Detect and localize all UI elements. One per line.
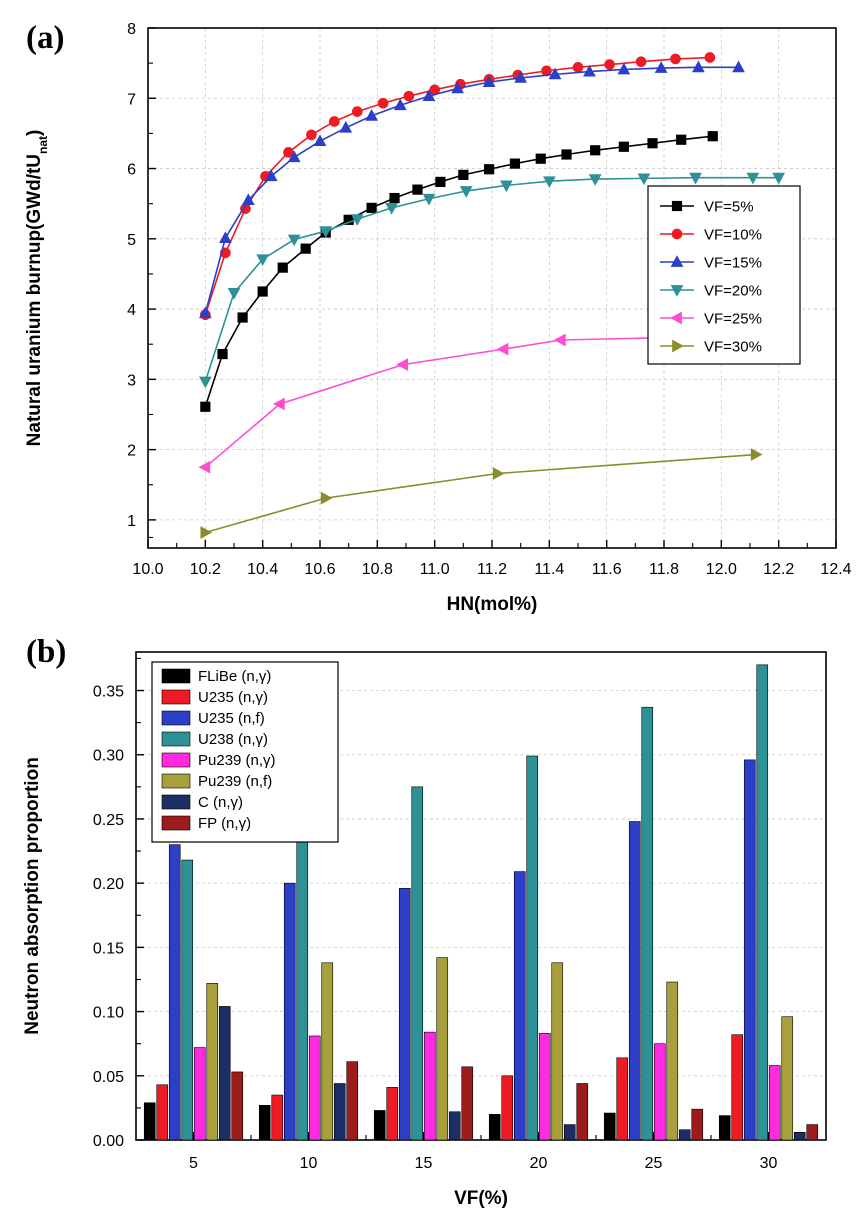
series-marker (493, 468, 503, 479)
bar (489, 1114, 500, 1140)
bar (347, 1062, 358, 1140)
series-marker (536, 154, 545, 163)
series-marker (201, 527, 211, 538)
svg-text:Natural uranium burnup(GWd/tUn: Natural uranium $burnup(GWd/tU_{nat})$ (24, 129, 50, 447)
legend-label: U235 (n,γ) (198, 689, 269, 706)
bar (334, 1083, 345, 1140)
bar (732, 1035, 743, 1140)
bar (309, 1036, 320, 1140)
series-marker (705, 53, 715, 63)
x-tick-label: 10.4 (247, 561, 279, 578)
series-marker (321, 493, 331, 504)
series-marker (562, 150, 571, 159)
y-tick-label: 0.30 (92, 747, 124, 765)
bar (194, 1048, 205, 1140)
bar (259, 1105, 270, 1140)
series-marker (677, 135, 686, 144)
series-marker (218, 349, 227, 358)
bar (232, 1072, 243, 1140)
series-marker (201, 402, 210, 411)
bar (437, 958, 448, 1140)
bar (297, 816, 308, 1140)
bar (387, 1087, 398, 1140)
x-tick-label: 10.8 (361, 561, 393, 578)
legend-label: VF=15% (704, 254, 762, 272)
legend (152, 662, 338, 842)
series-marker (591, 146, 600, 155)
series-marker (413, 185, 422, 194)
bar (654, 1044, 665, 1140)
bar (157, 1085, 168, 1140)
series-marker (278, 263, 287, 272)
legend-swatch (162, 690, 190, 704)
panel-b (0, 620, 864, 1232)
bar (412, 787, 423, 1140)
bar (744, 760, 755, 1140)
y-tick-label: 3 (127, 372, 136, 390)
y-tick-label: 2 (127, 442, 136, 460)
y-axis-title (24, 130, 50, 447)
series-vf30 (201, 449, 762, 538)
bar (322, 963, 333, 1140)
x-tick-label: 10.0 (132, 561, 164, 578)
bar (144, 1103, 155, 1140)
y-tick-label: 4 (127, 302, 136, 320)
legend-swatch (162, 711, 190, 725)
x-tick-label: 12.0 (705, 561, 737, 578)
bar (807, 1125, 818, 1140)
bar (757, 665, 768, 1140)
bar (399, 888, 410, 1140)
y-tick-label: 7 (127, 91, 136, 109)
bar (719, 1116, 730, 1140)
bar (629, 822, 640, 1140)
y-axis (127, 21, 156, 537)
series-marker (228, 289, 239, 299)
series-marker (573, 63, 583, 73)
series-marker (200, 377, 211, 387)
legend-label: FLiBe (n,γ) (198, 668, 272, 685)
series-marker (378, 98, 388, 108)
bar (679, 1130, 690, 1140)
legend-swatch (162, 753, 190, 767)
bar (284, 883, 295, 1140)
series-marker (751, 449, 761, 460)
x-tick-label: 10.2 (189, 561, 221, 578)
legend-marker (672, 229, 682, 239)
series-marker (352, 107, 362, 117)
x-tick-label: 5 (189, 1155, 198, 1172)
legend-label: C (n,γ) (198, 794, 243, 811)
legend-label: U235 (n,f) (198, 710, 265, 727)
x-tick-label: 10.6 (304, 561, 336, 578)
y-axis-title: Neutron absorption proportion (22, 757, 43, 1035)
bar (769, 1066, 780, 1140)
x-tick-label: 11.8 (649, 561, 679, 578)
legend-swatch (162, 795, 190, 809)
x-tick-label: 25 (644, 1155, 663, 1172)
x-axis (132, 540, 851, 578)
bar (692, 1109, 703, 1140)
legend-label: VF=25% (704, 310, 762, 328)
series-marker (485, 165, 494, 174)
bar (782, 1017, 793, 1140)
bar (272, 1095, 283, 1140)
x-axis-title: HN(mol%) (446, 594, 538, 615)
series-marker (510, 159, 519, 168)
series-marker (390, 193, 399, 202)
y-tick-label: 0.10 (92, 1004, 124, 1022)
series-marker (367, 203, 376, 212)
y-tick-label: 1 (127, 512, 136, 530)
bar (502, 1076, 513, 1140)
series-marker (307, 130, 317, 140)
series-marker (340, 122, 351, 132)
y-tick-label: 0.15 (92, 940, 124, 958)
series-marker (459, 170, 468, 179)
bar (577, 1083, 588, 1140)
series-line (205, 455, 755, 533)
bar (527, 756, 538, 1140)
series-marker (397, 359, 407, 370)
bar (617, 1058, 628, 1140)
bar (552, 963, 563, 1140)
bar (604, 1113, 615, 1140)
series-marker (708, 132, 717, 141)
x-tick-label: 12.2 (763, 561, 795, 578)
bar (374, 1110, 385, 1140)
series-marker (404, 91, 414, 101)
x-tick-label: 15 (414, 1155, 433, 1172)
series-marker (258, 287, 267, 296)
bar (424, 1032, 435, 1140)
series-marker (648, 139, 657, 148)
x-axis-title: VF(%) (454, 1188, 508, 1209)
bar (642, 707, 653, 1140)
bar (207, 983, 218, 1140)
panel-a-label: (a) (26, 20, 65, 56)
legend-label: Pu239 (n,γ) (198, 752, 276, 769)
series-marker (671, 54, 681, 64)
y-tick-label: 0.25 (92, 811, 124, 829)
series-marker (301, 244, 310, 253)
legend-swatch (162, 774, 190, 788)
bar (449, 1112, 460, 1140)
series-line (205, 58, 710, 315)
series-marker (498, 344, 508, 355)
legend-label: VF=30% (704, 338, 762, 356)
bar (539, 1033, 550, 1140)
bar (182, 860, 193, 1140)
series-marker (220, 232, 231, 242)
series-marker (636, 57, 646, 67)
legend-marker (672, 201, 681, 210)
x-tick-label: 10 (299, 1155, 318, 1172)
y-tick-label: 6 (127, 161, 136, 179)
y-tick-label: 0.35 (92, 683, 124, 701)
x-tick-label: 11.6 (591, 561, 622, 578)
legend-label: U238 (n,γ) (198, 731, 269, 748)
series-marker (605, 60, 615, 70)
bar (219, 1006, 230, 1140)
legend-label: VF=5% (704, 198, 754, 216)
legend-swatch (162, 732, 190, 746)
series-marker (200, 462, 210, 473)
y-tick-label: 0.20 (92, 876, 124, 894)
bar-chart-neutron-absorption-proportion (0, 620, 864, 1232)
legend-swatch (162, 669, 190, 683)
x-tick-label: 11.2 (477, 561, 507, 578)
panel-b-label: (b) (26, 634, 67, 670)
x-tick-label: 30 (759, 1155, 778, 1172)
series-marker (238, 313, 247, 322)
x-tick-label: 12.4 (820, 561, 852, 578)
series-marker (330, 117, 340, 127)
bar (667, 982, 678, 1140)
y-tick-label: 0.05 (92, 1068, 124, 1086)
y-tick-label: 5 (127, 231, 136, 249)
y-tick-label: 8 (127, 21, 136, 38)
x-tick-label: 11.0 (419, 561, 450, 578)
series-marker (289, 235, 300, 245)
legend-label: VF=20% (704, 282, 762, 300)
bar (462, 1067, 473, 1140)
bar (169, 845, 180, 1140)
bar (514, 872, 525, 1140)
x-tick-label: 20 (529, 1155, 548, 1172)
series-marker (436, 177, 445, 186)
legend (648, 186, 800, 364)
series-marker (619, 142, 628, 151)
legend-label: FP (n,γ) (198, 815, 252, 832)
y-tick-label: 0.00 (92, 1133, 124, 1150)
legend-swatch (162, 816, 190, 830)
series-marker (555, 334, 565, 345)
x-tick-label: 11.4 (534, 561, 565, 578)
legend-label: VF=10% (704, 226, 762, 244)
bar (794, 1132, 805, 1140)
legend-label: Pu239 (n,f) (198, 773, 273, 790)
bar (564, 1125, 575, 1140)
